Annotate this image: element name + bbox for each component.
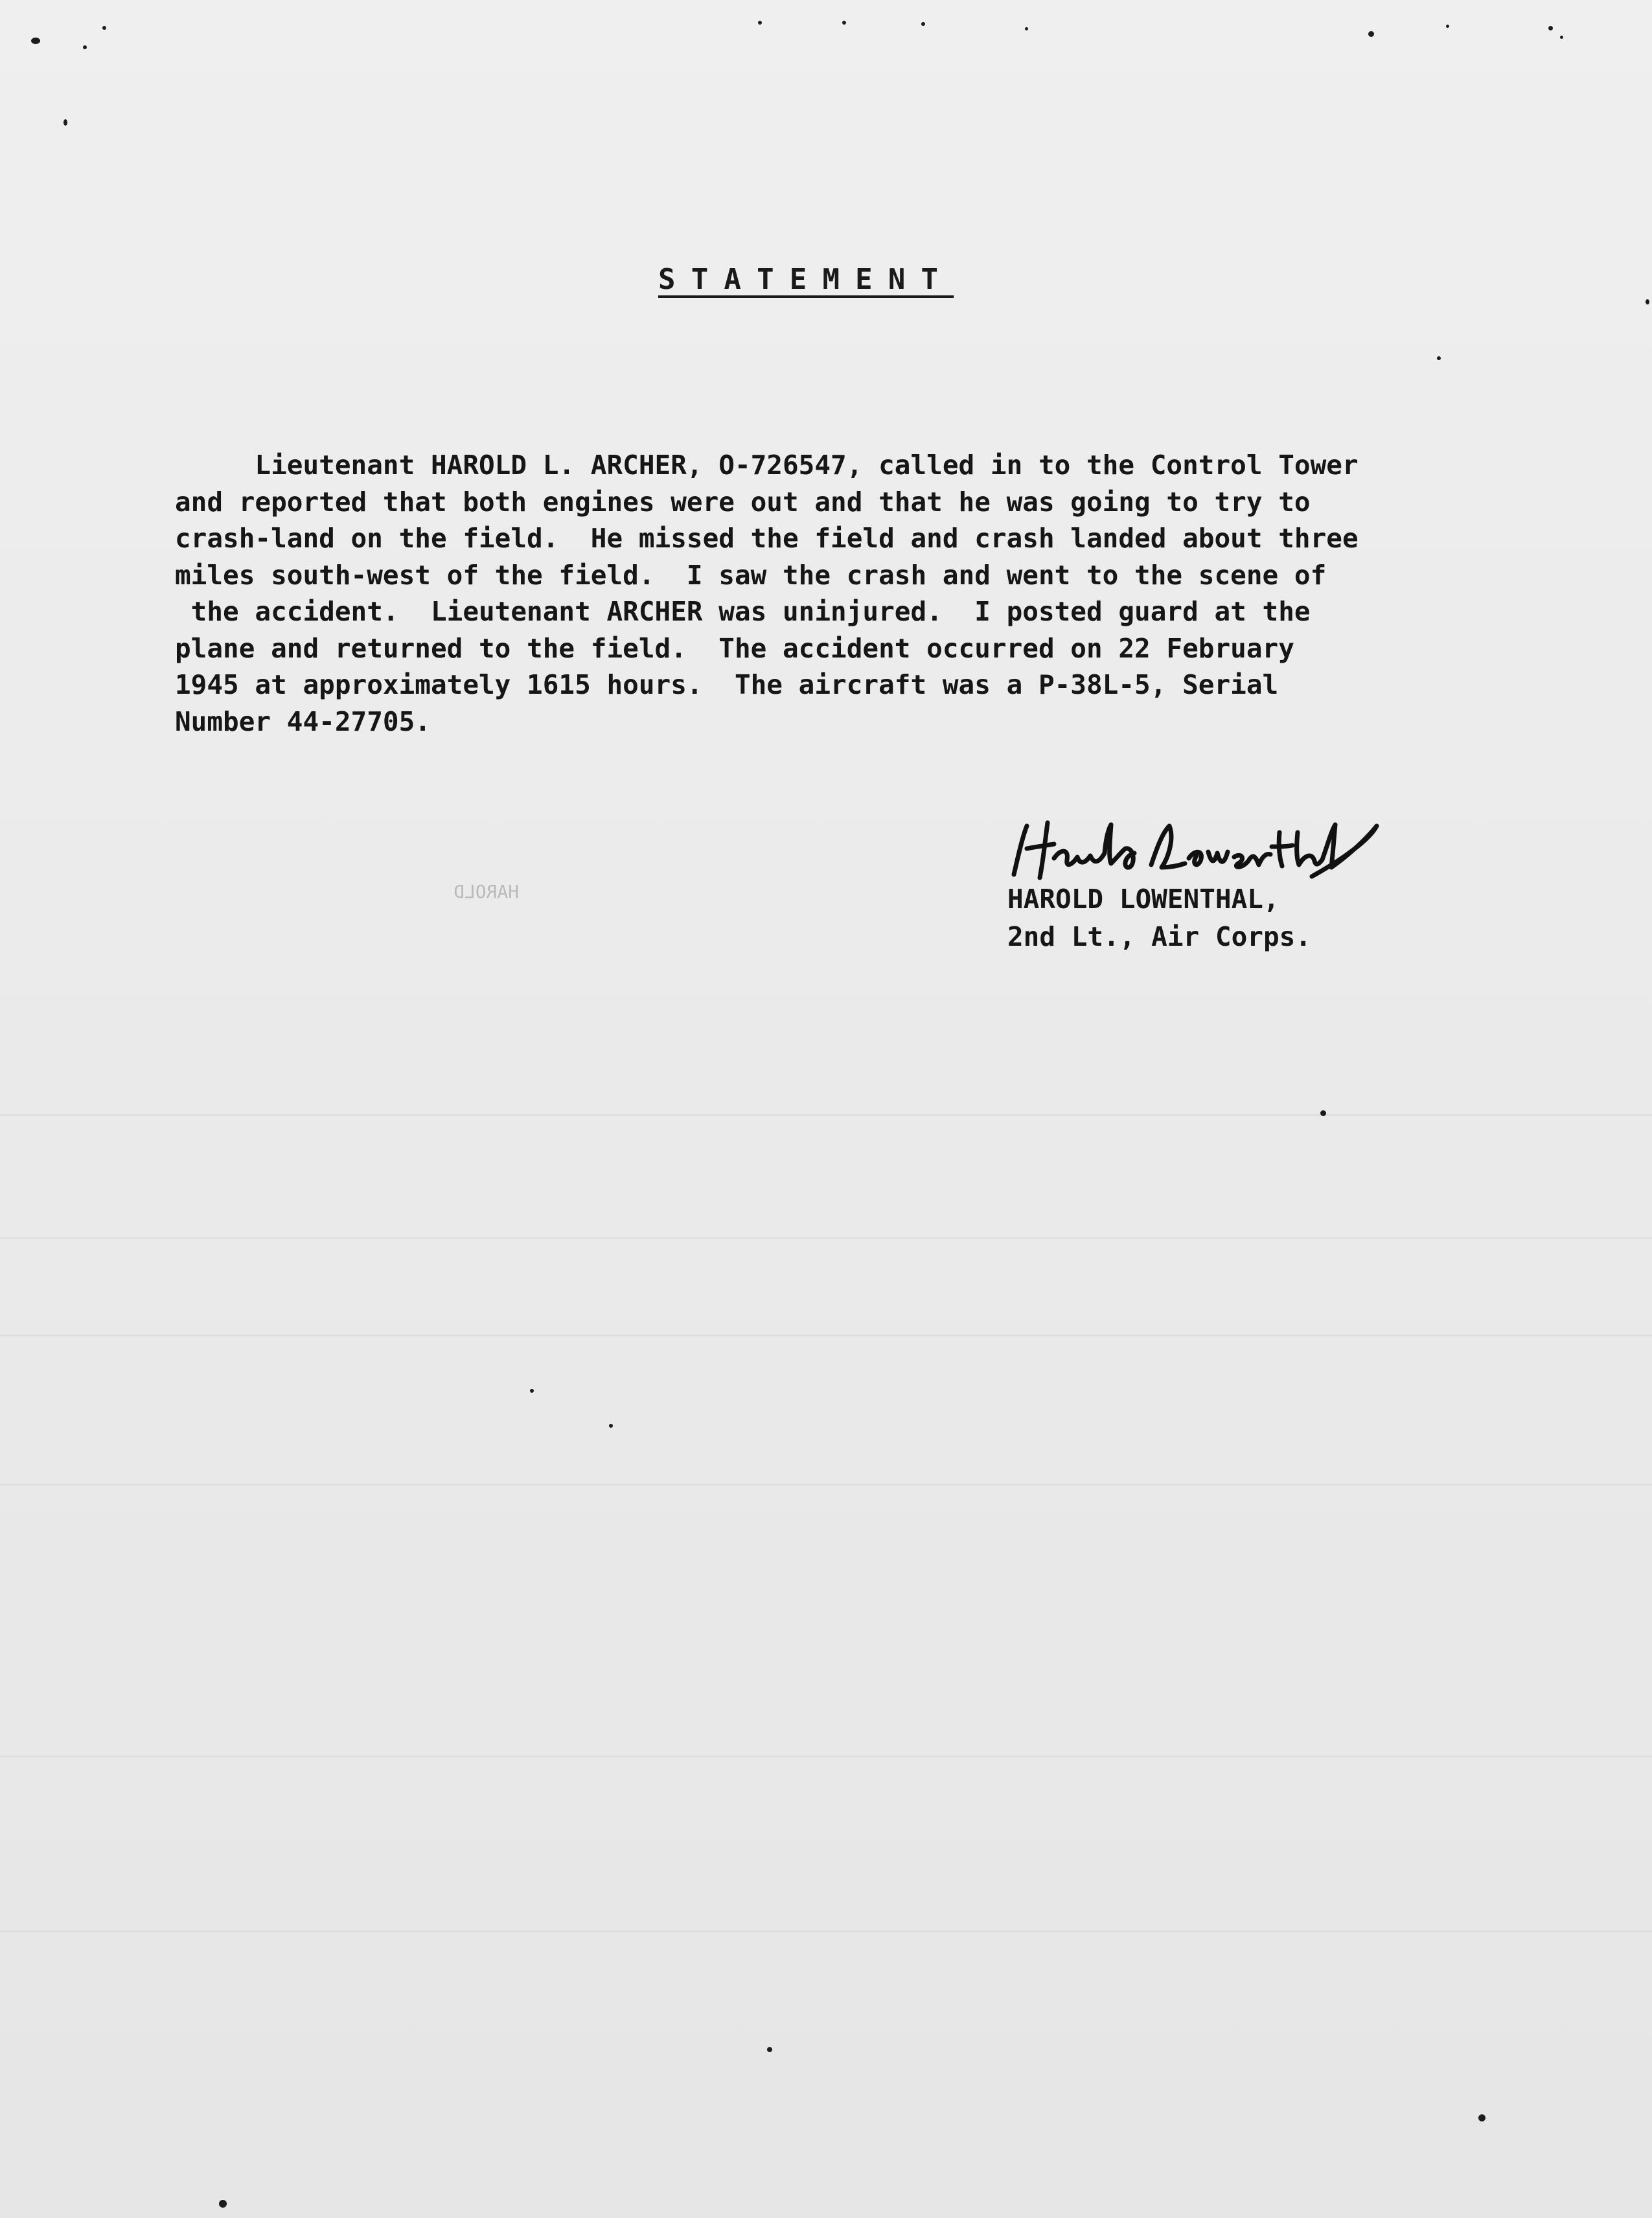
speck <box>1548 26 1553 30</box>
speck <box>921 22 925 26</box>
body-line: and reported that both engines were out and that he was going to try to <box>175 486 1311 518</box>
speck <box>31 38 40 44</box>
document-title: STATEMENT <box>658 263 954 296</box>
bleed-line <box>0 1237 1652 1239</box>
speck <box>63 119 67 126</box>
statement-body <box>175 447 1522 740</box>
bleed-line <box>0 1755 1652 1757</box>
speck <box>1446 25 1449 28</box>
body-line: miles south-west of the field. I saw the crash and went to the scene of <box>175 559 1327 591</box>
signature-block <box>1007 813 1383 955</box>
handwritten-signature <box>1007 813 1383 884</box>
speck <box>767 2047 772 2052</box>
bleed-line <box>0 1334 1652 1336</box>
body-line: Lieutenant HAROLD L. ARCHER, O-726547, called in to the Control Tower <box>175 450 1359 481</box>
body-line: crash-land on the field. He missed the field and crash landed about three <box>175 523 1359 554</box>
speck <box>1025 27 1028 30</box>
signer-name: HAROLD LOWENTHAL, <box>1007 884 1279 915</box>
speck <box>842 21 846 25</box>
speck <box>1478 2114 1486 2121</box>
bleed-line <box>0 1114 1652 1116</box>
body-line: 1945 at approximately 1615 hours. The aircraft was a P-38L-5, Serial <box>175 669 1279 700</box>
speck <box>219 2200 227 2208</box>
signer-rank: 2nd Lt., Air Corps. <box>1007 921 1311 952</box>
body-line: plane and returned to the field. The accident occurred on 22 February <box>175 632 1294 664</box>
body-line: the accident. Lieutenant ARCHER was uninjured. I posted guard at the <box>175 596 1311 627</box>
speck <box>1320 1110 1326 1116</box>
speck <box>530 1389 534 1393</box>
bleed-line <box>0 1930 1652 1932</box>
speck <box>83 45 87 49</box>
body-line: Number 44-27705. <box>175 705 431 737</box>
speck <box>1646 299 1649 304</box>
speck <box>102 26 106 30</box>
bleed-line <box>0 1483 1652 1485</box>
speck <box>1560 36 1563 39</box>
speck <box>758 21 762 25</box>
speck <box>1368 31 1374 37</box>
speck <box>609 1424 613 1428</box>
speck <box>1437 356 1441 360</box>
faint-bleed-text: HAROLD <box>453 881 520 902</box>
